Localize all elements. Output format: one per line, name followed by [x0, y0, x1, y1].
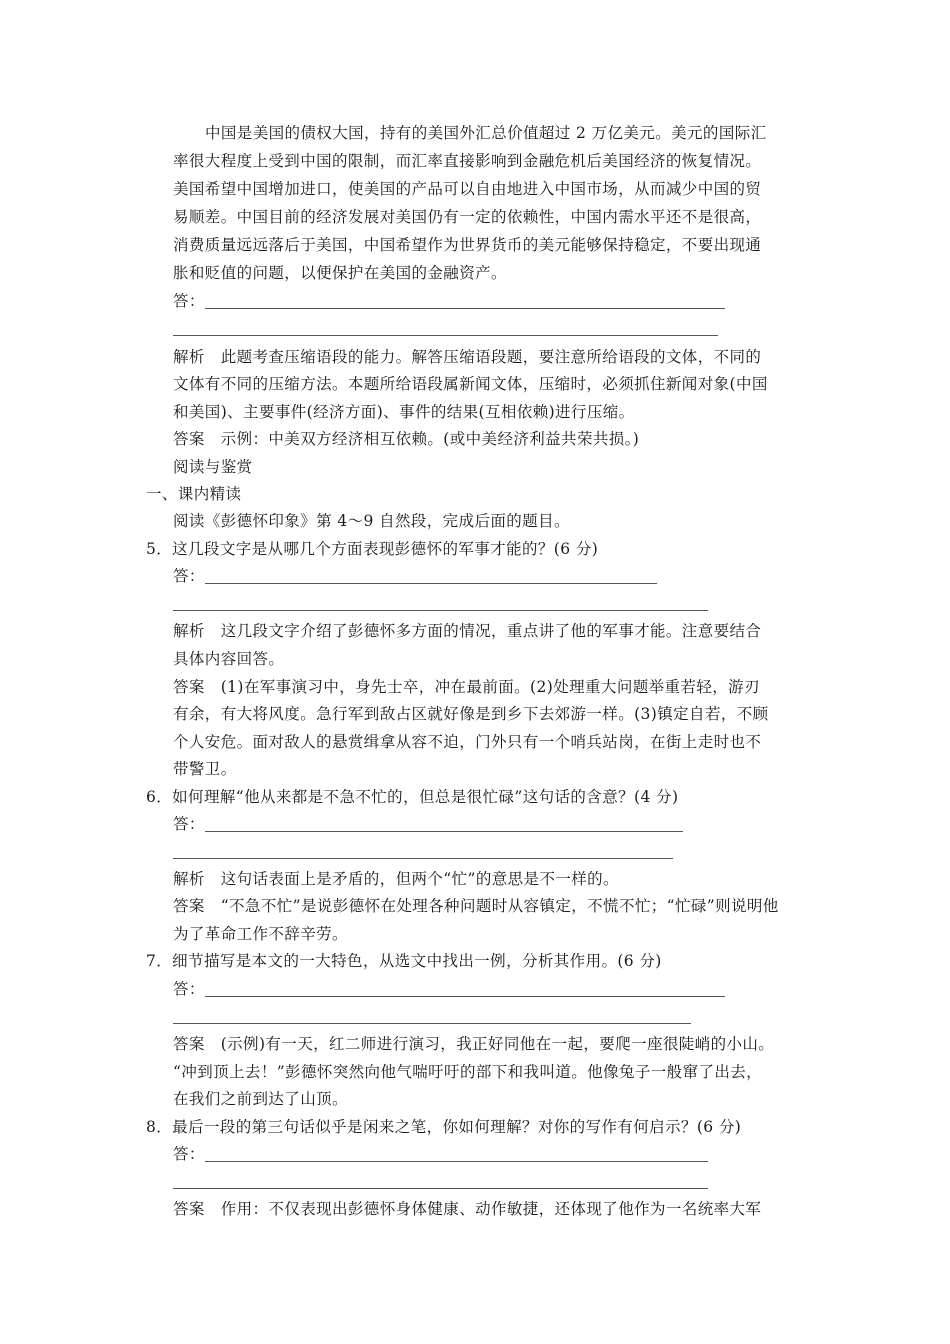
answer-text: 答案 (1)在军事演习中，身先士卒，冲在最前面。(2)处理重大问题举重若轻，游刃	[173, 678, 760, 696]
answer-line-text: 答案 示例：中美双方经济相互依赖。(或中美经济利益共荣共损。)	[173, 430, 640, 448]
answer-text: 为了革命工作不辞辛劳。	[173, 925, 348, 943]
passage-line: 美国希望中国增加进口，使美国的产品可以自由地进入中国市场，从而减少中国的贸	[173, 180, 762, 198]
answer-label: 答：	[173, 1145, 205, 1163]
analysis-line: 解析 此题考查压缩语段的能力。解答压缩语段题，要注意所给语段的文体，不同的	[173, 348, 762, 366]
question-5: 5．这几段文字是从哪几个方面表现彭德怀的军事才能的？(6 分)	[146, 540, 599, 558]
answer-line[interactable]	[173, 858, 673, 859]
reading-instruction: 阅读《彭德怀印象》第 4～9 自然段，完成后面的题目。	[173, 512, 570, 530]
answer-line[interactable]	[173, 335, 718, 336]
answer-line[interactable]	[205, 996, 725, 997]
answer-text: 有余，有大将风度。急行军到敌占区就好像是到乡下去郊游一样。(3)镇定自若，不顾	[173, 705, 769, 723]
analysis-line: 和美国)、主要事件(经济方面)、事件的结果(互相依赖)进行压缩。	[173, 403, 635, 421]
answer-text: 个人安危。面对敌人的悬赏缉拿从容不迫，门外只有一个哨兵站岗，在街上走时也不	[173, 733, 762, 751]
answer-line[interactable]	[173, 610, 708, 611]
answer-text: 答案 (示例)有一天，红二师进行演习，我正好同他在一起，要爬一座很陡峭的小山。	[173, 1035, 775, 1053]
analysis-line: 文体有不同的压缩方法。本题所给语段属新闻文体，压缩时，必须抓住新闻对象(中国	[173, 375, 768, 393]
answer-line[interactable]	[173, 1023, 691, 1024]
passage-line: 消费质量远远落后于美国，中国希望作为世界货币的美元能够保持稳定，不要出现通	[173, 236, 762, 254]
passage-line: 易顺差。中国目前的经济发展对美国仍有一定的依赖性，中国内需水平还不是很高，	[173, 208, 762, 226]
question-7: 7．细节描写是本文的一大特色，从选文中找出一例，分析其作用。(6 分)	[146, 952, 662, 970]
answer-line[interactable]	[205, 583, 657, 584]
question-8: 8．最后一段的第三句话似乎是闲来之笔，你如何理解？对你的写作有何启示？(6 分)	[146, 1118, 742, 1136]
passage-line: 率很大程度上受到中国的限制，而汇率直接影响到金融危机后美国经济的恢复情况。	[173, 152, 762, 170]
passage-line: 胀和贬值的问题，以便保护在美国的金融资产。	[173, 264, 507, 282]
answer-text: 答案 “不急不忙”是说彭德怀在处理各种问题时从容镇定，不慌不忙；“忙碌”则说明他	[173, 897, 779, 915]
answer-label: 答：	[173, 815, 205, 833]
answer-text: 在我们之前到达了山顶。	[173, 1090, 348, 1108]
subsection-title: 一、课内精读	[146, 485, 242, 503]
answer-label: 答：	[173, 567, 205, 585]
answer-text: 带警卫。	[173, 760, 237, 778]
answer-label: 答：	[173, 980, 205, 998]
answer-line[interactable]	[205, 1161, 708, 1162]
answer-text: 答案 作用：不仅表现出彭德怀身体健康、动作敏捷，还体现了他作为一名统率大军	[173, 1200, 762, 1218]
passage-line: 中国是美国的债权大国，持有的美国外汇总价值超过 2 万亿美元。美元的国际汇	[205, 124, 767, 142]
analysis-line: 解析 这几段文字介绍了彭德怀多方面的情况，重点讲了他的军事才能。注意要结合	[173, 622, 762, 640]
analysis-line: 解析 这句话表面上是矛盾的，但两个“忙”的意思是不一样的。	[173, 870, 619, 888]
section-title: 阅读与鉴赏	[173, 458, 253, 476]
analysis-line: 具体内容回答。	[173, 650, 285, 668]
question-6: 6．如何理解“他从来都是不急不忙的，但总是很忙碌”这句话的含意？(4 分)	[146, 788, 679, 806]
answer-label: 答：	[173, 292, 205, 310]
answer-line[interactable]	[205, 831, 683, 832]
answer-line[interactable]	[173, 1188, 708, 1189]
answer-text: “冲到顶上去！”彭德怀突然向他气喘吁吁的部下和我叫道。他像兔子一般窜了出去，	[173, 1063, 763, 1081]
answer-line[interactable]	[205, 308, 725, 309]
